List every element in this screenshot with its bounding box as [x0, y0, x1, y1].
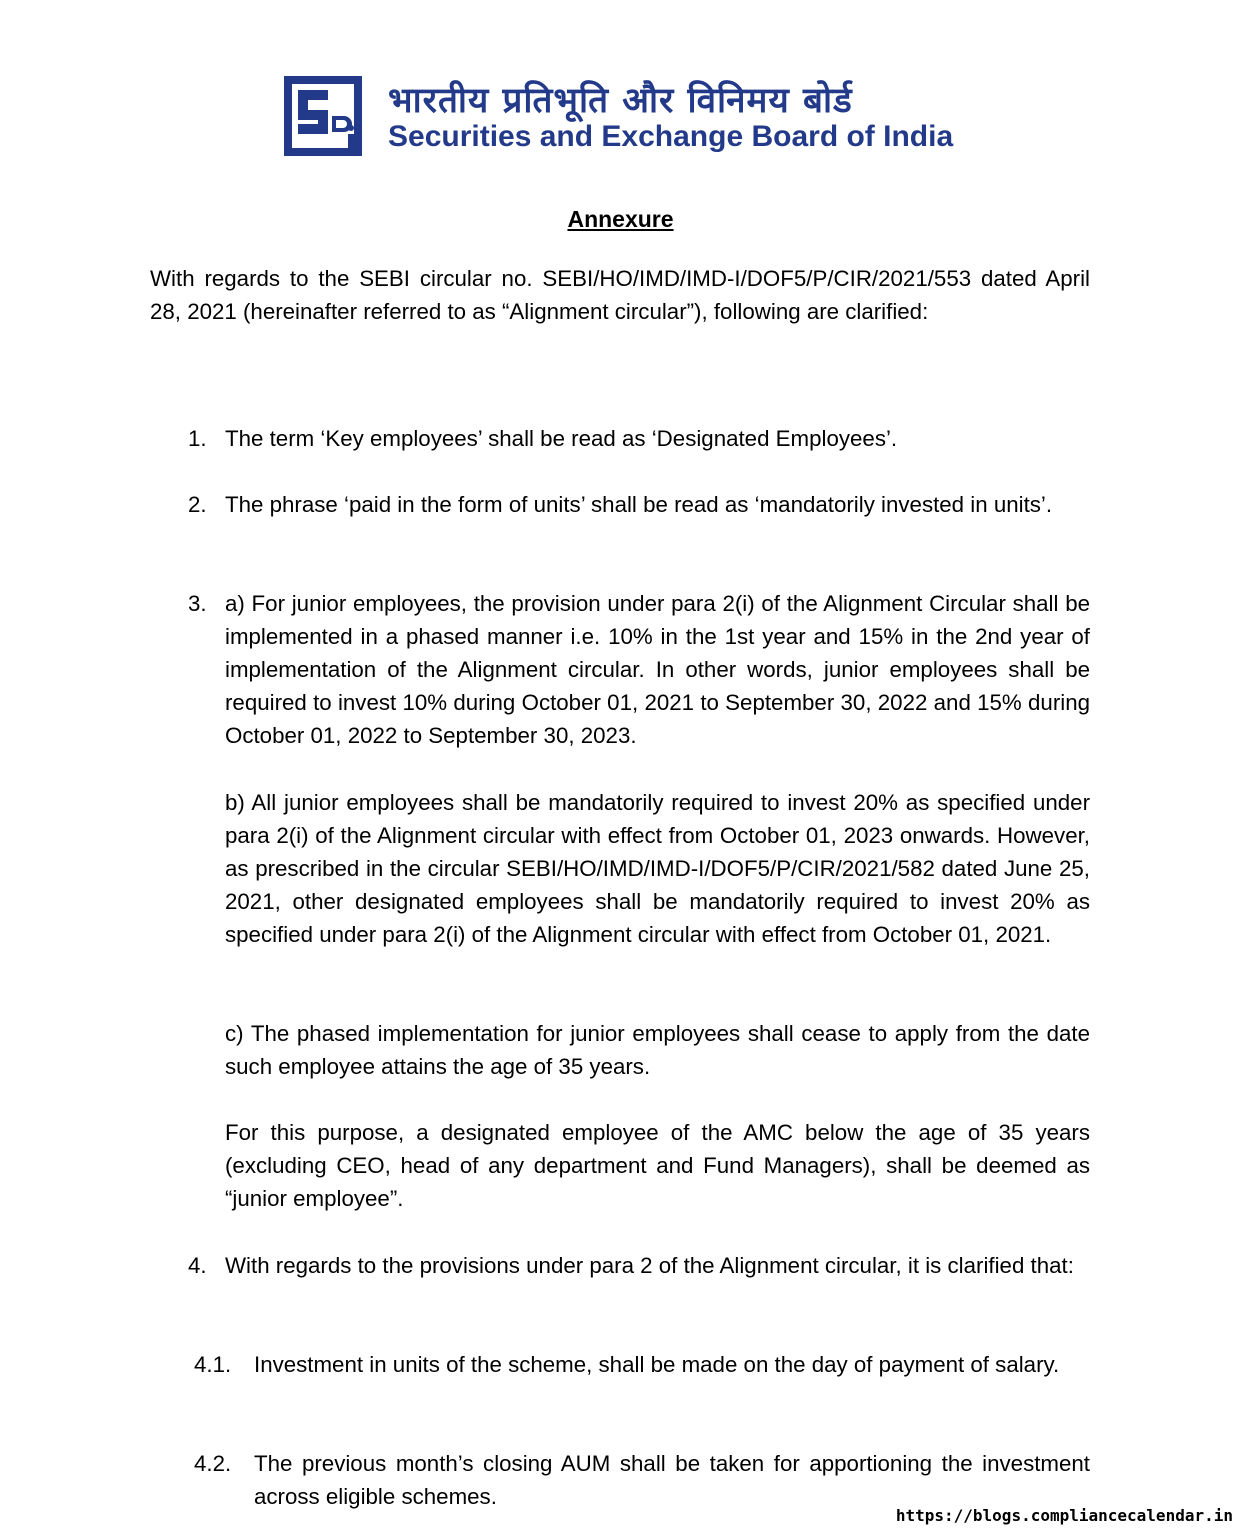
intro-paragraph: With regards to the SEBI circular no. SEBI/HO/IMD/IMD-I/DOF5/P/CIR/2021/553 dated April 28, 2021 (hereinafter referred to as “Alignment circular”), following are clarified:	[150, 266, 1090, 324]
footer-url: https://blogs.compliancecalendar.in	[895, 1506, 1233, 1525]
sub-item-number: 4.1.	[194, 1352, 232, 1377]
org-name-hindi: भारतीय प्रतिभूति और विनिमय बोर्ड	[388, 81, 853, 121]
list-item: The phrase ‘paid in the form of units’ shall be read as ‘mandatorily invested in units’.	[225, 492, 1053, 517]
list-item: With regards to the provisions under para 2 of the Alignment circular, it is clarified that:	[225, 1253, 1074, 1278]
sub-list-item: The previous month’s closing AUM shall be taken for apportioning the investment across eligible schemes.	[254, 1451, 1090, 1509]
item-number: 4.	[188, 1253, 207, 1278]
list-item: c) The phased implementation for junior employees shall cease to apply from the date such employee attains the age of 35 years.	[225, 1021, 1090, 1079]
sebi-logo	[284, 76, 362, 156]
list-item: a) For junior employees, the provision under para 2(i) of the Alignment Circular shall be implemented in a phased manner i.e. 10% in the 1st year and 15% in the 2nd year of implementation of the Alignment circular. In other words, junior employees shall be required to invest 10% during October 01, 2021 to September 30, 2022 and 15% during October 01, 2022 to September 30, 2023.	[225, 591, 1090, 748]
list-item: The term ‘Key employees’ shall be read as ‘Designated Employees’.	[225, 426, 898, 451]
sub-item-number: 4.2.	[194, 1451, 232, 1476]
list-item: b) All junior employees shall be mandatorily required to invest 20% as specified under para 2(i) of the Alignment circular with effect from October 01, 2023 onwards. However, as prescribed in the circular SEBI/HO/IMD/IMD-I/DOF5/P/CIR/2021/582 dated June 25, 2021, other designated employees shall be mandatorily required to invest 20% as specified under para 2(i) of the Alignment circular with effect from October 01, 2021.	[225, 790, 1090, 947]
org-name-english: Securities and Exchange Board of India	[388, 120, 954, 153]
item-number: 1.	[188, 426, 207, 451]
item-number: 3.	[188, 591, 207, 616]
item-number: 2.	[188, 492, 207, 517]
letterhead	[284, 76, 964, 160]
document-title: Annexure	[567, 206, 674, 232]
sub-list-item: Investment in units of the scheme, shall be made on the day of payment of salary.	[254, 1352, 1060, 1377]
list-item: For this purpose, a designated employee of the AMC below the age of 35 years (excluding CEO, head of any department and Fund Managers), shall be deemed as “junior employee”.	[225, 1120, 1090, 1211]
